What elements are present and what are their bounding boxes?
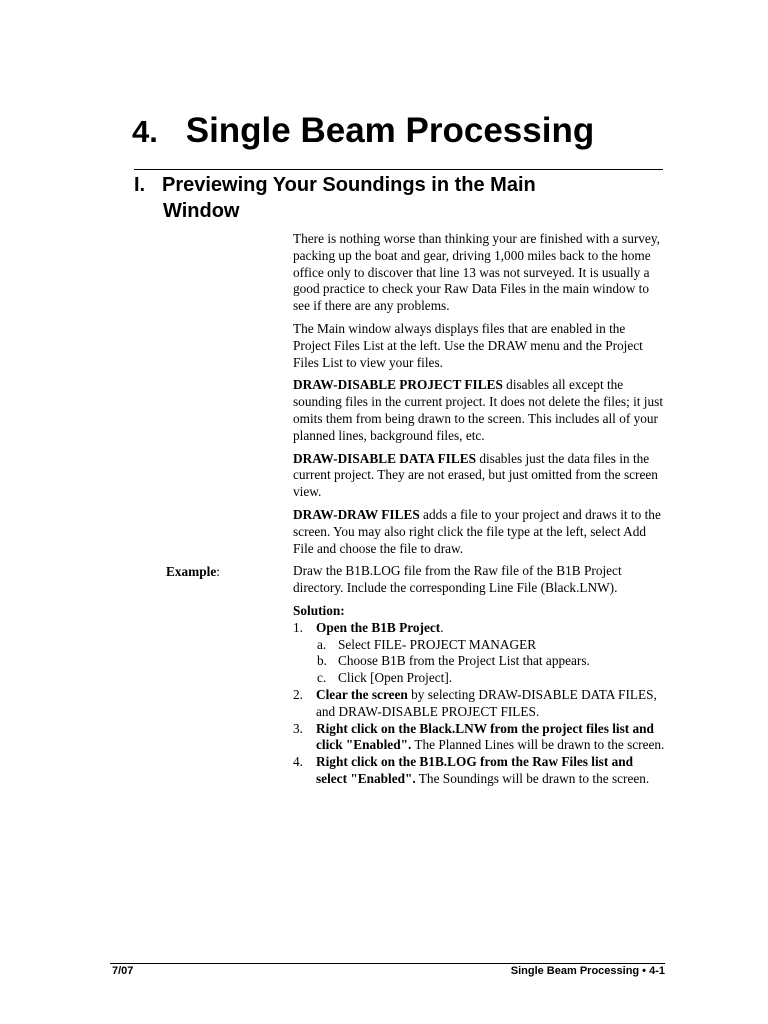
chapter-title: Single Beam Processing	[185, 111, 595, 150]
step-text: by selecting DRAW-DISABLE DATA FILES, and DRAW-DISABLE PROJECT FILES.	[316, 686, 657, 719]
section-title-line1: Previewing Your Soundings in the Main	[162, 174, 536, 196]
draw-files-term: DRAW-DRAW FILES	[293, 506, 420, 522]
footer-date: 7/07	[112, 965, 134, 977]
intro-paragraph: There is nothing worse than thinking your are finished with a survey, packing up the boat and gear, driving 1,000 miles back to the home office only to discover that line 13 was not surveyed. It is usually a good practice to check your Raw Data Files in the main window to see if there are any problems.	[293, 231, 660, 314]
step-text: The Soundings will be drawn to the screen.	[415, 770, 650, 786]
disable-project-files-paragraph	[293, 377, 665, 444]
substep-text: Select FILE- PROJECT MANAGER	[338, 636, 537, 652]
section-title-line2: Window	[163, 200, 240, 222]
example-text: Draw the B1B.LOG file from the Raw file of the B1B Project directory. Include the corresponding Line File (Black.LNW).	[293, 563, 622, 596]
chapter-heading	[132, 108, 594, 155]
solution-step	[293, 754, 665, 788]
solution-step	[293, 721, 665, 755]
disable-project-files-text: disables all except the sounding files in the current project. It does not delete the files; it just omits them from being drawn to the screen. This includes all of your planned lines, background files, etc.	[293, 377, 664, 443]
solution-step	[293, 620, 665, 687]
heading-divider	[134, 169, 663, 170]
step-text: .	[440, 619, 444, 635]
footer-page-label: Single Beam Processing • 4-1	[510, 965, 665, 977]
substep	[316, 653, 665, 670]
substep-text: Click [Open Project].	[338, 670, 453, 686]
solution-steps	[293, 620, 665, 788]
substep	[316, 670, 665, 687]
draw-files-text: adds a file to your project and draws it to the screen. You may also right click the file type at the left, select Add File and choose the file to draw.	[293, 506, 661, 556]
step-number: 3.	[293, 720, 303, 736]
step-bold-text: Right click on the B1B.LOG from the Raw Files list and select "Enabled".	[316, 754, 634, 786]
substep-text: Choose B1B from the Project List that appears.	[338, 653, 590, 669]
main-window-paragraph: The Main window always displays files that are enabled in the Project Files List at the left. Use the DRAW menu and the Project Files List to view your files.	[293, 320, 643, 370]
substep	[316, 637, 665, 654]
step-number: 4.	[293, 754, 303, 770]
solution-step	[293, 687, 665, 721]
substep-letter: a.	[317, 636, 327, 652]
substep-letter: c.	[317, 670, 327, 686]
section-number: I.	[134, 174, 146, 196]
draw-files-paragraph	[293, 507, 665, 557]
solution-heading: Solution:	[293, 602, 345, 618]
step-number: 1.	[293, 619, 303, 635]
chapter-number: 4.	[132, 114, 158, 149]
example-label: Example:	[166, 564, 220, 579]
disable-data-files-term: DRAW-DISABLE DATA FILES	[293, 450, 476, 466]
section-heading	[134, 172, 654, 224]
step-text: The Planned Lines will be drawn to the screen.	[411, 737, 665, 753]
disable-project-files-term: DRAW-DISABLE PROJECT FILES	[293, 377, 503, 393]
step-bold-text: Open the B1B Project	[316, 619, 441, 635]
step-bold-text: Clear the screen	[316, 686, 408, 702]
solution-block	[293, 603, 665, 788]
step-bold-text: Right click on the Black.LNW from the project files list and click "Enabled".	[316, 720, 654, 753]
substep-letter: b.	[317, 653, 327, 669]
body-text	[293, 231, 665, 788]
step-number: 2.	[293, 686, 303, 702]
disable-data-files-paragraph	[293, 451, 665, 501]
substeps	[316, 637, 665, 687]
disable-data-files-text: disables just the data files in the current project. They are not erased, but just omitted from the screen view.	[293, 450, 658, 500]
